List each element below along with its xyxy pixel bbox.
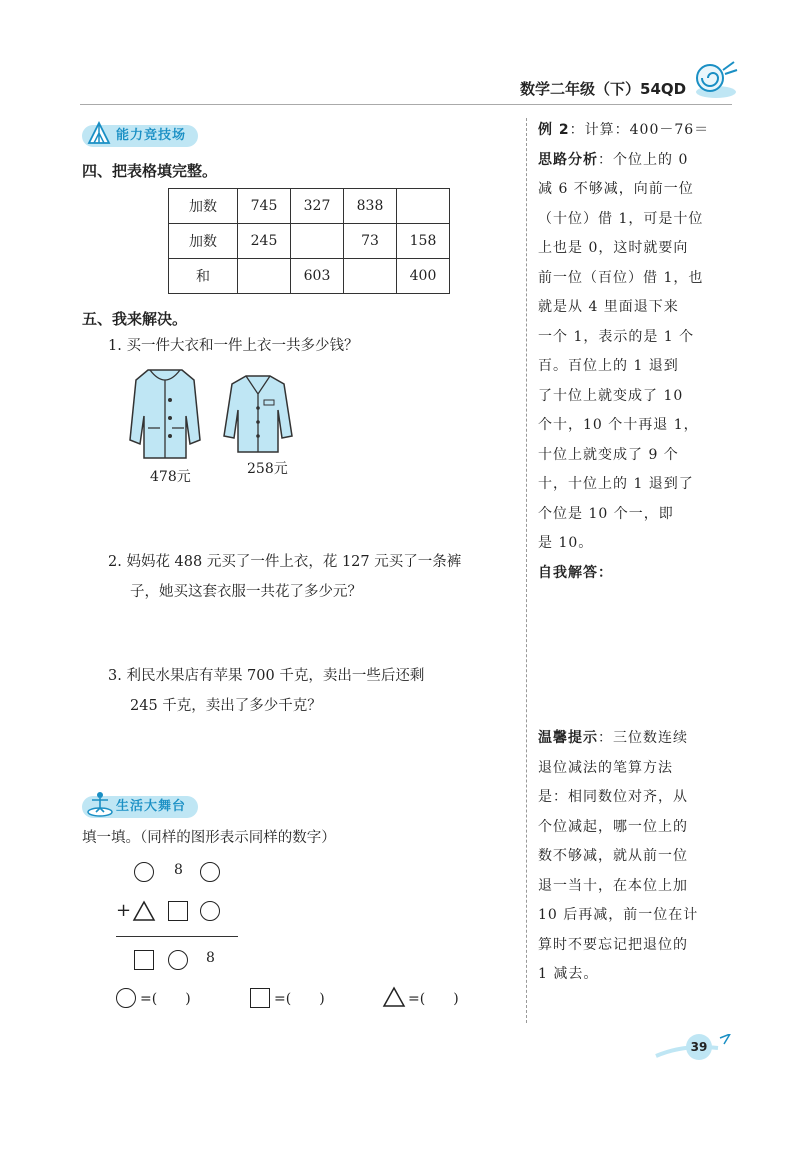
square-shape (134, 950, 154, 970)
tip-text: ：三位数连续 (598, 730, 688, 746)
analysis-text: 一个 1，表示的是 1 个 (538, 328, 695, 345)
table-row (169, 224, 450, 259)
analysis-label: 思路分析 (538, 151, 598, 168)
table-cell: 603 (291, 259, 344, 294)
tip-text: 个位减起，哪一位上的 (538, 818, 688, 835)
analysis-text: 十，十位上的 1 退到了 (538, 476, 694, 492)
jacket-price: 258元 (247, 461, 288, 477)
page-number: 39 (690, 1040, 708, 1054)
analysis-line (538, 146, 720, 176)
snail-mascot-icon (690, 58, 740, 106)
analysis-text: （十位）借 1，可是十位 (538, 210, 704, 227)
dancer-icon (86, 790, 114, 826)
tip-text: 1 减去。 (538, 966, 599, 982)
analysis-text: 个位是 10 个一，即 (538, 505, 674, 522)
triangle-shape (132, 900, 156, 926)
table-cell-blank[interactable] (344, 259, 397, 294)
example-box (538, 116, 720, 588)
circle-answer-blank[interactable]: =( ) (140, 991, 191, 1007)
coat-price: 478元 (150, 469, 191, 485)
table-cell-blank[interactable] (238, 259, 291, 294)
analysis-text: 个十，10 个十再退 1， (538, 417, 699, 433)
section-6-title: 填一填。（同样的图形表示同样的数字） (82, 830, 336, 846)
square-answer-blank[interactable]: =( ) (274, 991, 325, 1007)
circle-shape (200, 901, 220, 921)
page-number-circle (686, 1034, 712, 1060)
circle-shape (200, 862, 220, 882)
example-text: ：计算：400－76＝ (569, 122, 710, 138)
section-5-title: 五、我来解决。 (82, 310, 188, 328)
example-line (538, 116, 720, 146)
table-cell: 838 (344, 189, 397, 224)
circle-shape (116, 988, 136, 1008)
analysis-text: 减 6 不够减，向前一位 (538, 181, 694, 197)
badge-label: 能力竞技场 (116, 128, 187, 143)
tip-text: 数不够减，就从前一位 (538, 848, 688, 864)
square-shape (168, 901, 188, 921)
tip-text: 算时不要忘记把退位的 (538, 936, 688, 953)
analysis-text: 百。百位上的 1 退到 (538, 358, 679, 374)
sum-line (116, 936, 238, 937)
table-cell-blank[interactable] (397, 189, 450, 224)
analysis-text: 十位上就变成了 9 个 (538, 446, 679, 463)
table-row (169, 259, 450, 294)
example-label: 例 2 (538, 122, 570, 138)
analysis-text: 上也是 0，这时就要向 (538, 240, 689, 256)
triangle-shape (382, 986, 406, 1012)
analysis-text: 前一位（百位）借 1，也 (538, 269, 704, 286)
question-3-line-1: 3. 利民水果店有苹果 700 千克，卖出一些后还剩 (108, 668, 425, 684)
section-badge-ability (82, 125, 198, 147)
tip-text: 退一当十，在本位上加 (538, 877, 688, 894)
question-3-line-2: 245 千克，卖出了多少千克？ (130, 698, 322, 714)
tip-text: 是：相同数位对齐，从 (538, 789, 688, 805)
addition-table (168, 188, 450, 294)
question-2-line-2: 子，她买这套衣服一共花了多少元？ (130, 584, 362, 600)
tip-line (538, 724, 720, 754)
tip-label: 温馨提示 (538, 730, 598, 746)
header-divider (80, 104, 732, 105)
question-2-line-1: 2. 妈妈花 488 元买了一件上衣，花 127 元买了一条裤 (108, 554, 462, 570)
square-shape (250, 988, 270, 1008)
table-row (169, 189, 450, 224)
table-cell: 73 (344, 224, 397, 259)
analysis-text: 了十位上就变成了 10 (538, 387, 684, 404)
column-divider (526, 118, 527, 1023)
table-cell: 和 (169, 259, 238, 294)
self-answer-text: 自我解答： (538, 564, 613, 581)
tent-icon (86, 119, 112, 153)
section-4-title: 四、把表格填完整。 (82, 162, 218, 180)
table-cell-blank[interactable] (291, 224, 344, 259)
digit-8: 8 (174, 862, 183, 878)
table-cell: 745 (238, 189, 291, 224)
badge-label: 生活大舞台 (116, 799, 187, 814)
question-1: 1. 买一件大衣和一件上衣一共多少钱？ (108, 338, 359, 354)
table-cell: 158 (397, 224, 450, 259)
tip-text: 10 后再减，前一位在计 (538, 907, 699, 923)
coat-image (128, 366, 202, 466)
analysis-text: 是 10。 (538, 535, 594, 551)
table-cell: 327 (291, 189, 344, 224)
self-answer-label (538, 559, 720, 589)
digit-8: 8 (206, 950, 215, 966)
jacket-image (222, 374, 294, 458)
book-title: 数学二年级（下）54QD (520, 80, 687, 98)
tip-box (538, 724, 720, 990)
analysis-text: ：个位上的 0 (598, 151, 689, 168)
circle-shape (168, 950, 188, 970)
plus-sign: + (116, 900, 132, 921)
analysis-text: 就是从 4 里面退下来 (538, 299, 679, 315)
tip-text: 退位减法的笔算方法 (538, 759, 673, 776)
triangle-answer-blank[interactable]: =( ) (408, 991, 459, 1007)
circle-shape (134, 862, 154, 882)
section-badge-life (82, 796, 198, 818)
table-cell: 加数 (169, 189, 238, 224)
table-cell: 245 (238, 224, 291, 259)
table-cell: 加数 (169, 224, 238, 259)
table-cell: 400 (397, 259, 450, 294)
